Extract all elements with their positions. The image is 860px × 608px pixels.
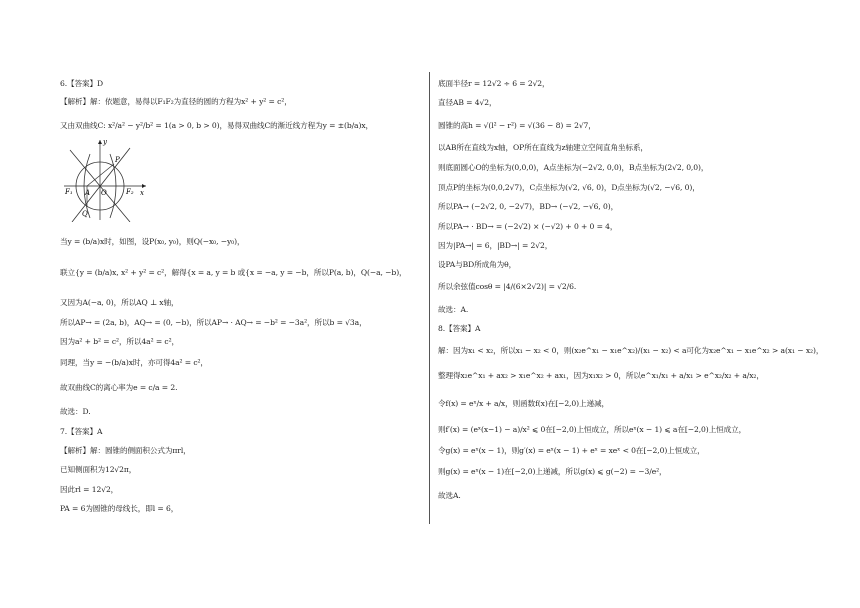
label-f2: F₂ (126, 188, 134, 196)
text-line: 故选A. (438, 491, 461, 500)
text-line: 【解析】解：依题意，易得以F₁F₂为直径的圆的方程为x² + y² = c²， (60, 97, 292, 106)
text-line: 则f′(x) = (eˣ(x−1) − a)/x² ⩽ 0在[−2,0)上恒成立，所以eˣ(x − 1) ⩽ a在[−2,0)上恒成立， (438, 425, 747, 434)
q8-answer: 8.【答案】A (438, 324, 481, 333)
label-x: x (140, 189, 144, 197)
label-q: Q (82, 210, 88, 218)
asymptote-positive (72, 148, 130, 222)
text-line: 故双曲线C的离心率为e = c/a = 2. (60, 383, 178, 392)
text-line: 联立{y = (b/a)x, x² + y² = c²，解得{x = a, y = b 或{x = −a, y = −b，所以P(a, b)，Q(−a, −b)， (60, 268, 407, 277)
text-line: 令g(x) = eˣ(x − 1)，则g′(x) = eˣ(x − 1) + eˣ = xeˣ < 0在[−2,0)上恒成立， (438, 446, 705, 455)
text-line: 又由双曲线C: x²/a² − y²/b² = 1(a > 0, b > 0)，易得双曲线C的渐近线方程为y = ±(b/a)x， (60, 121, 374, 130)
text-line: 所以PA→ · BD→ = (−2√2) × (−√2) + 0 + 0 = 4， (438, 222, 618, 231)
text-line: 则底面圆心O的坐标为(0,0,0)，A点坐标为(−2√2, 0,0)，B点坐标为(2√2, 0,0)， (438, 163, 709, 172)
text-line: 故选：D. (60, 407, 91, 416)
text-line: 因为a² + b² = c²，所以4a² = c²， (60, 337, 180, 346)
label-f1: F₁ (65, 188, 73, 196)
text-line: 底面半径r = 12√2 ÷ 6 = 2√2， (438, 79, 550, 88)
text-line: 所以余弦值cosθ = |4/(6×2√2)| = √2/6. (438, 282, 577, 291)
text-line: 已知侧面积为12√2π， (60, 465, 137, 474)
label-p: P (115, 156, 120, 164)
column-divider (429, 72, 430, 524)
text-line: 解：因为x₁ < x₂，所以x₁ − x₂ < 0，则(x₂e^x₁ − x₁e^x₂)/(x₁ − x₂) < a可化为x₂e^x₁ − x₁e^x₂ > a(x₁ − x₂)， (438, 346, 824, 355)
label-y: y (103, 138, 107, 146)
text-line: 当y = (b/a)x时，如图，设P(x₀, y₀)，则Q(−x₀, −y₀)， (60, 237, 245, 246)
text-line: 故选：A. (438, 305, 469, 314)
q6-answer: 6.【答案】D (60, 79, 104, 88)
text-line: 令f(x) = eˣ/x + a/x，则函数f(x)在[−2,0)上递减， (438, 399, 609, 408)
text-line: 顶点P的坐标为(0,0,2√7)，C点坐标为(√2, √6, 0)，D点坐标为(√2, −√6, 0)， (438, 183, 700, 192)
text-line: 【解析】解：圆锥的侧面积公式为πrl， (60, 446, 191, 455)
hyperbola-figure (60, 136, 150, 222)
q7-answer: 7.【答案】A (60, 427, 103, 436)
text-line: 所以AP→ = (2a, b)，AQ→ = (0, −b)，所以AP→ · AQ→ = −b² = −3a²，所以b = √3a， (60, 318, 367, 327)
text-line: 圆锥的高h = √(l² − r²) = √(36 − 8) = 2√7， (438, 121, 596, 130)
y-axis-arrow (98, 140, 102, 144)
text-line: 因此rl = 12√2， (60, 485, 119, 494)
text-line: 又因为A(−a, 0)，所以AQ ⊥ x轴， (60, 298, 179, 307)
text-line: 以AB所在直线为x轴，OP所在直线为z轴建立空间直角坐标系， (438, 143, 648, 152)
label-o: O (101, 189, 107, 197)
text-line: 直径AB = 4√2， (438, 98, 497, 107)
text-line: 同理，当y = −(b/a)x时，亦可得4a² = c²， (60, 358, 208, 367)
text-line: 设PA与BD所成角为θ， (438, 260, 517, 269)
label-a: A (85, 189, 91, 197)
text-line: PA = 6为圆锥的母线长，即l = 6， (60, 504, 179, 513)
x-axis-arrow (142, 184, 146, 188)
text-line: 则g(x) = eˣ(x − 1)在[−2,0)上递减，所以g(x) ⩽ g(−2) = −3/e²， (438, 467, 667, 476)
text-line: 整理得x₂e^x₁ + ax₂ > x₁e^x₂ + ax₁，因为x₁x₂ > 0，所以e^x₁/x₁ + a/x₁ > e^x₂/x₂ + a/x₂， (438, 371, 764, 380)
text-line: 因为|PA→| = 6，|BD→| = 2√2， (438, 241, 553, 250)
text-line: 所以PA→ (−2√2, 0, −2√7)，BD→ (−√2, −√6, 0)， (438, 202, 619, 211)
